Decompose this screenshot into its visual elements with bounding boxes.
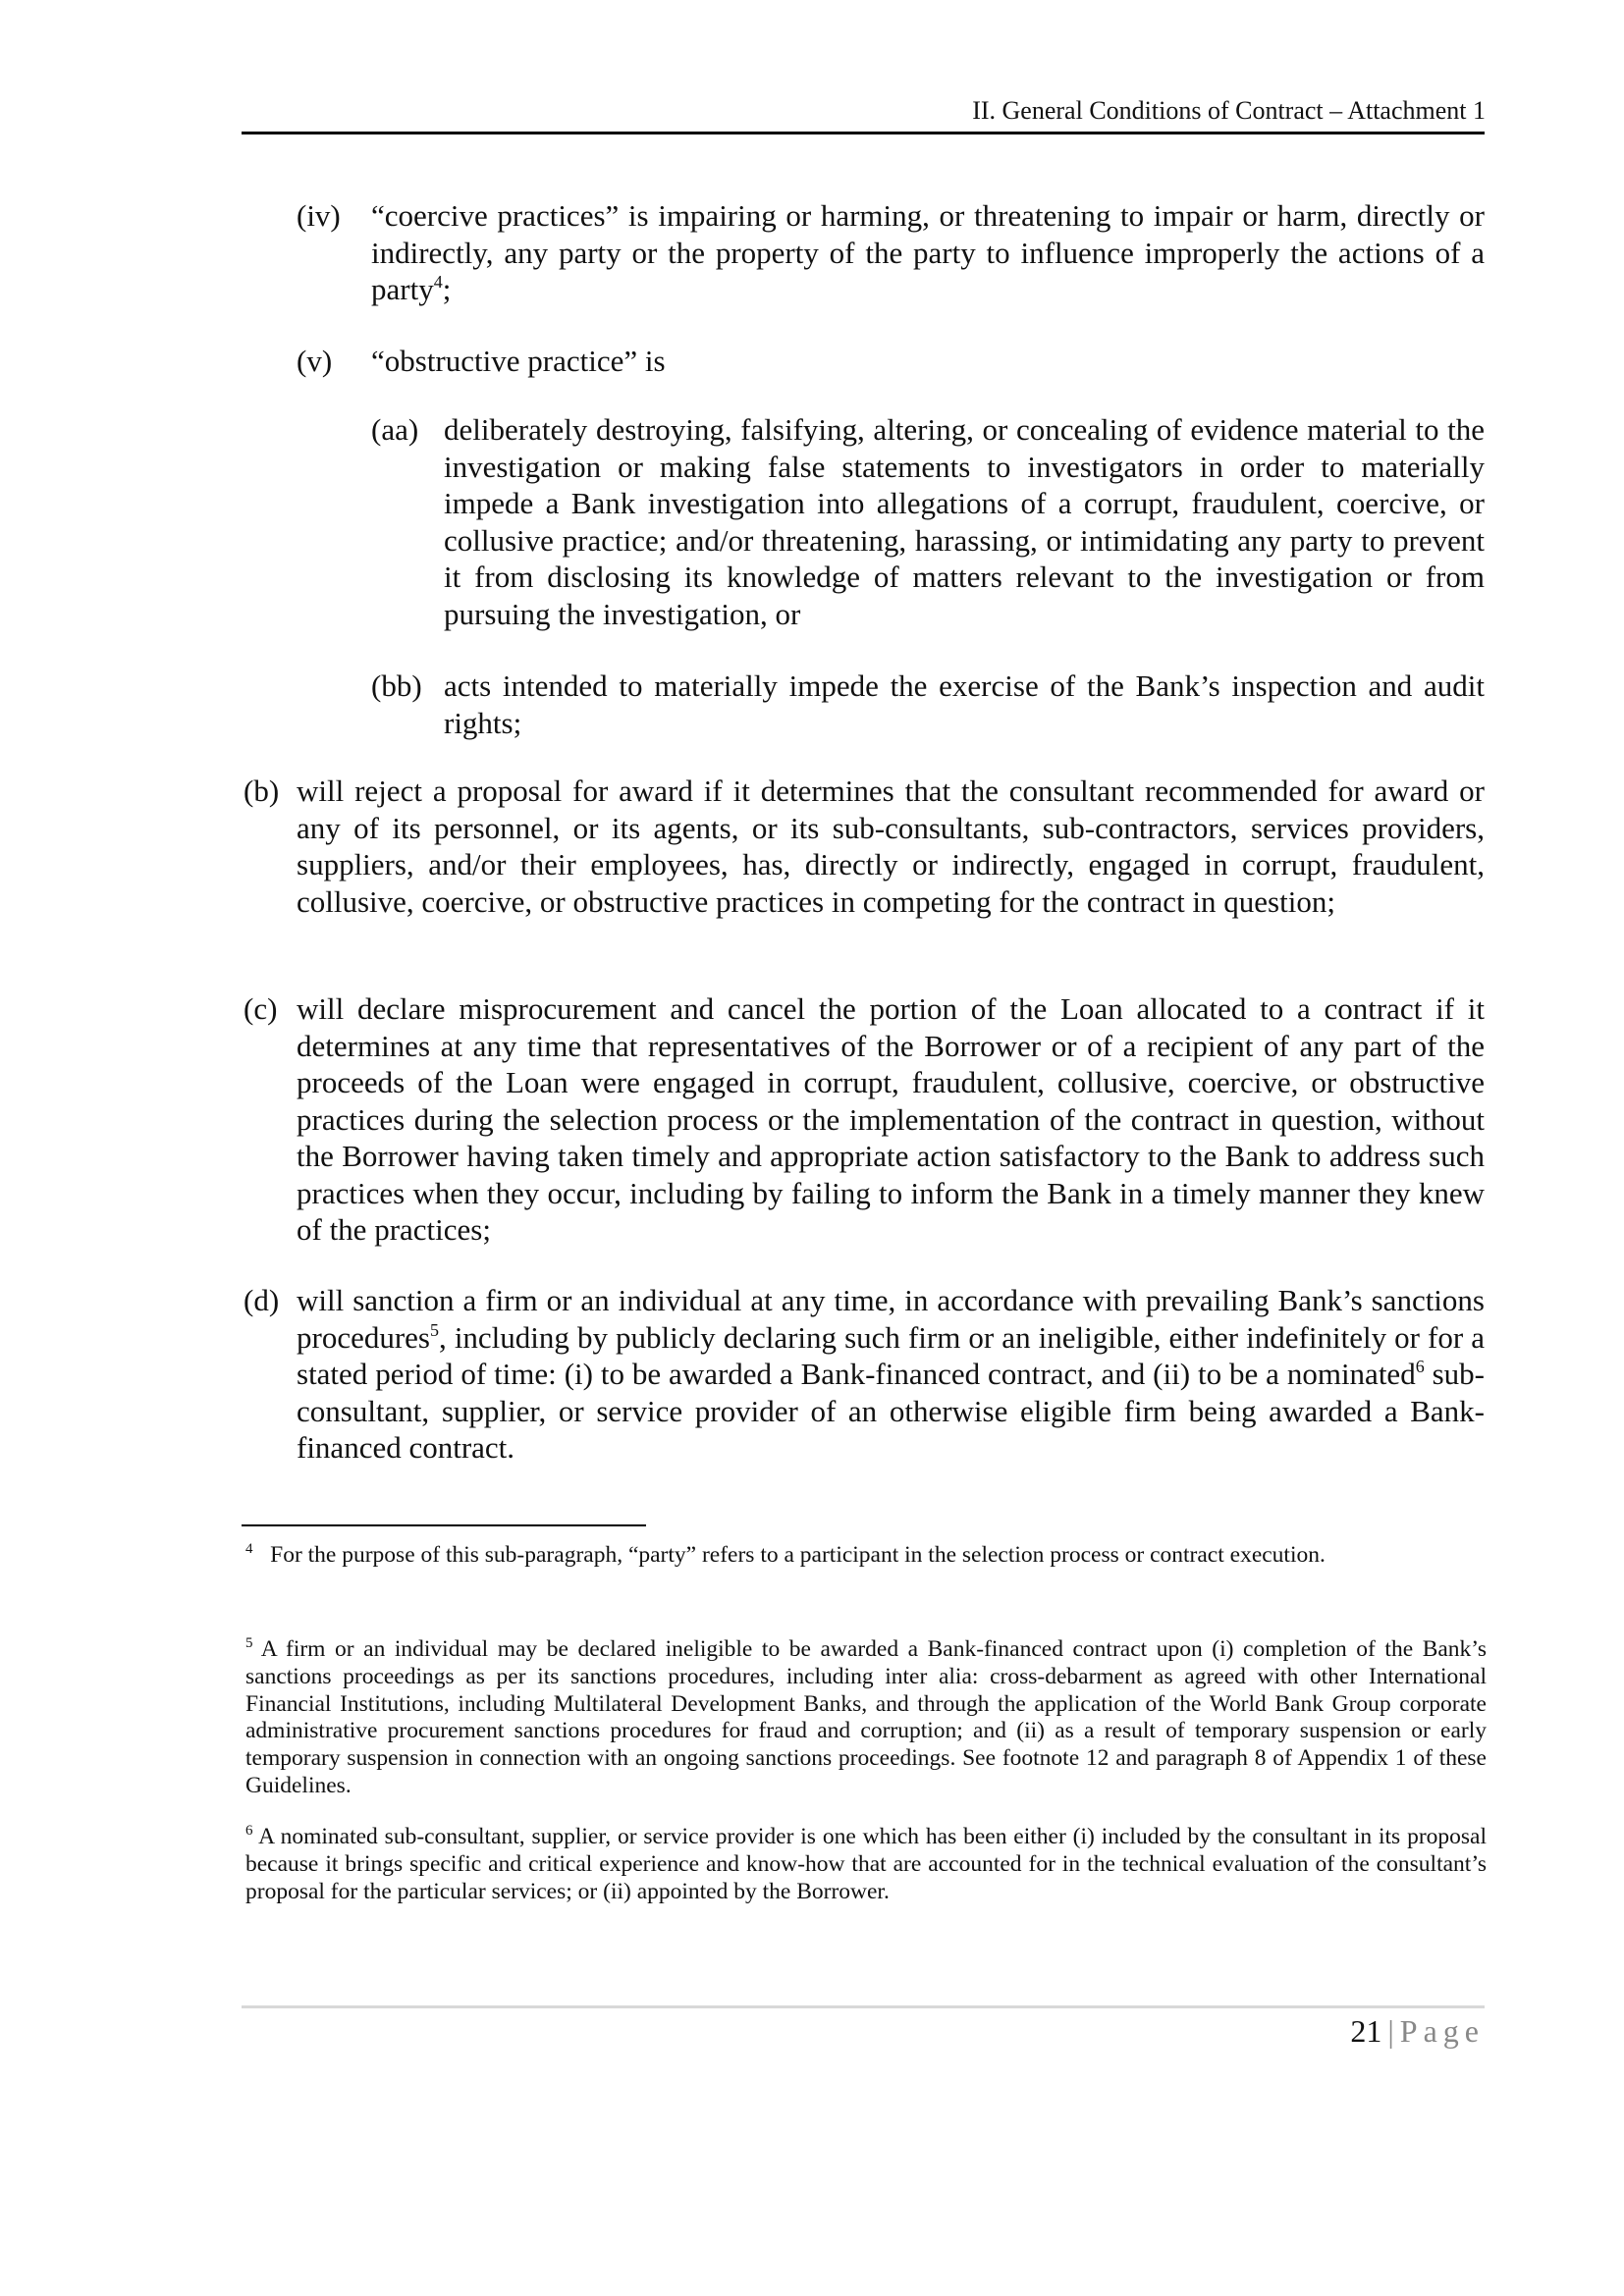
item-d-text: will sanction a firm or an individual at any time, in accordance with prevailing Bank’s sanctions procedures$^5$, including by publicly declaring such firm or an ineligible, either indefinitely or for a stated period of time: (i) to be awarded a Bank-financed contract, and (ii) to be a nominated$^6$ sub-consultant, supplier, or service provider of an otherwise eligible firm being awarded a Bank-financed contract.	[297, 1283, 1486, 1465]
footnote-6: $^6$ A nominated sub-consultant, supplier, or service provider is one which has been either (i) included by the consultant in its proposal because it brings specific and critical experience and know-how that are accounted for in the technical evaluation of the consultant’s proposal for the particular services; or (ii) appointed by the Borrower.	[245, 1823, 1487, 1904]
item-v-text: “obstructive practice” is	[371, 344, 666, 378]
item-c-marker: (c)	[244, 991, 278, 1026]
item-iv-marker: (iv)	[297, 198, 341, 233]
item-aa-marker: (aa)	[371, 412, 419, 447]
running-header: II. General Conditions of Contract – Attachment 1	[972, 96, 1486, 125]
item-d-marker: (d)	[244, 1283, 280, 1317]
item-v-marker: (v)	[297, 344, 333, 378]
footnote-5: $^5$ A firm or an individual may be declared ineligible to be awarded a Bank-financed contract upon (i) completion of the Bank’s sanctions proceedings as per its sanctions procedures, including inter alia: cross-debarment as agreed with other International Financial Institutions, including Multilateral Development Banks, and through the application of the World Bank Group corporate administrative procurement sanctions procedures for fraud and corruption; and (ii) as a result of temporary suspension or early temporary suspension in connection with an ongoing sanctions proceedings. See footnote 12 and paragraph 8 of Appendix 1 of these Guidelines.	[245, 1635, 1487, 1798]
footnote-ref-6: 6	[1415, 1357, 1425, 1376]
item-b-marker: (b)	[244, 774, 280, 808]
footnote-4: $^4$ For the purpose of this sub-paragraph, “party” refers to a participant in the selection process or contract execution.	[245, 1541, 1326, 1568]
item-bb-marker: (bb)	[371, 668, 422, 703]
item-iv-text: “coercive practices” is impairing or harming, or threatening to impair or harm, directly or indirectly, any party or the property of the party to influence improperly the actions of a party$^4$;	[371, 198, 1485, 306]
item-aa-text: deliberately destroying, falsifying, altering, or concealing of evidence material to the investigation or making false statements to investigators in order to materially impede a Bank investigation into allegations of a corrupt, fraudulent, coercive, or collusive practice; and/or threatening, harassing, or intimidating any party to prevent it from disclosing its knowledge of matters relevant to the investigation or from pursuing the investigation, or	[444, 412, 1485, 631]
item-c-text: will declare misprocurement and cancel the portion of the Loan allocated to a contract if it determines at any time that representatives of the Borrower or of a recipient of any part of the proceeds of the Loan were engaged in corrupt, fraudulent, collusive, coercive, or obstructive practices during the selection process or the implementation of the contract in question, without the Borrower having taken timely and appropriate action satisfactory to the Bank to address such practices when they occur, including by failing to inform the Bank in a timely manner they knew of the practices;	[297, 991, 1485, 1247]
footnote-ref-4: 4	[433, 272, 443, 292]
footnote-ref-5: 5	[430, 1319, 439, 1340]
footnote-separator	[242, 1524, 646, 1526]
page-number: 21 | Page	[1350, 2013, 1485, 2049]
item-b-text: will reject a proposal for award if it determines that the consultant recommended for award or any of its personnel, or its agents, or its sub-consultants, sub-contractors, services providers, suppliers, and/or their employees, has, directly or indirectly, engaged in corrupt, fraudulent, collusive, coercive, or obstructive practices in competing for the contract in question;	[297, 774, 1485, 919]
header-rule	[242, 132, 1485, 134]
item-bb-text: acts intended to materially impede the exercise of the Bank’s inspection and audit rights;	[444, 668, 1485, 740]
footer-rule	[242, 2005, 1485, 2008]
